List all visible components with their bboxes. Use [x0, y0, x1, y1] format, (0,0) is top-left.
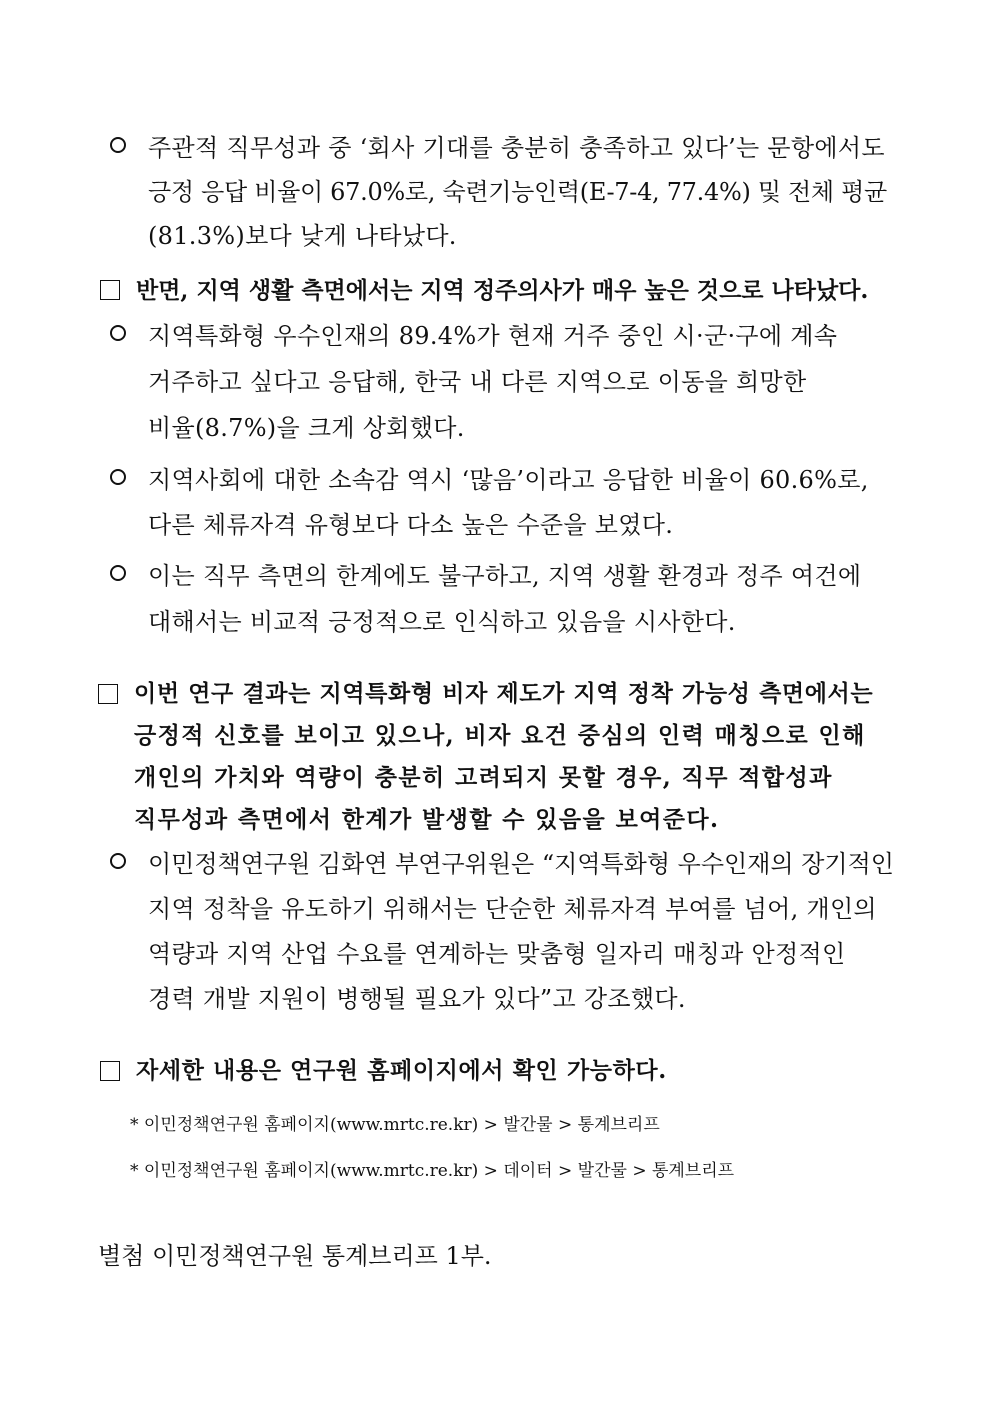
- body-line: (81.3%)보다 낮게 나타났다.: [148, 222, 457, 250]
- body-line: 지역특화형 우수인재의 89.4%가 현재 거주 중인 시·군·구에 계속: [148, 322, 838, 350]
- attachment-note: 별첨 이민정책연구원 통계브리프 1부.: [98, 1242, 492, 1270]
- circle-bullet-icon: [110, 469, 126, 485]
- body-line: 지역 정착을 유도하기 위해서는 단순한 체류자격 부여를 넘어, 개인의: [148, 895, 877, 923]
- circle-bullet-icon: [110, 853, 126, 869]
- circle-bullet-icon: [110, 565, 126, 581]
- circle-bullet-icon: [110, 325, 126, 341]
- section-heading-line: 개인의 가치와 역량이 충분히 고려되지 못할 경우, 직무 적합성과: [134, 764, 833, 791]
- body-line: 지역사회에 대한 소속감 역시 ‘많음’이라고 응답한 비율이 60.6%로,: [148, 466, 869, 494]
- body-line: 이는 직무 측면의 한계에도 불구하고, 지역 생활 환경과 정주 여건에: [148, 562, 862, 590]
- square-bullet-icon: [100, 1061, 120, 1081]
- body-line: 비율(8.7%)을 크게 상회했다.: [148, 414, 465, 442]
- body-line: 주관적 직무성과 중 ‘회사 기대를 충분히 충족하고 있다’는 문항에서도: [148, 134, 885, 162]
- body-line: 경력 개발 지원이 병행될 필요가 있다”고 강조했다.: [148, 985, 686, 1013]
- section-heading-line: 직무성과 측면에서 한계가 발생할 수 있음을 보여준다.: [134, 806, 720, 833]
- square-bullet-icon: [100, 280, 120, 300]
- body-line: 다른 체류자격 유형보다 다소 높은 수준을 보였다.: [148, 511, 674, 539]
- body-line: 대해서는 비교적 긍정적으로 인식하고 있음을 시사한다.: [148, 608, 736, 636]
- section-heading: 반면, 지역 생활 측면에서는 지역 정주의사가 매우 높은 것으로 나타났다.: [136, 277, 869, 304]
- reference-note: * 이민정책연구원 홈페이지(www.mrtc.re.kr) > 발간물 > 통계브리프: [130, 1115, 660, 1135]
- body-line: 긍정 응답 비율이 67.0%로, 숙련기능인력(E-7-4, 77.4%) 및 전체 평균: [148, 178, 887, 206]
- body-line: 이민정책연구원 김화연 부연구위원은 “지역특화형 우수인재의 장기적인: [148, 850, 894, 878]
- section-heading: 자세한 내용은 연구원 홈페이지에서 확인 가능하다.: [136, 1057, 667, 1084]
- section-heading-line: 이번 연구 결과는 지역특화형 비자 제도가 지역 정착 가능성 측면에서는: [134, 680, 874, 707]
- section-heading-line: 긍정적 신호를 보이고 있으나, 비자 요건 중심의 인력 매칭으로 인해: [134, 722, 866, 749]
- reference-note: * 이민정책연구원 홈페이지(www.mrtc.re.kr) > 데이터 > 발간물 > 통계브리프: [130, 1161, 735, 1181]
- body-line: 역량과 지역 산업 수요를 연계하는 맞춤형 일자리 매칭과 안정적인: [148, 940, 846, 968]
- circle-bullet-icon: [110, 137, 126, 153]
- square-bullet-icon: [98, 684, 118, 704]
- body-line: 거주하고 싶다고 응답해, 한국 내 다른 지역으로 이동을 희망한: [148, 368, 807, 396]
